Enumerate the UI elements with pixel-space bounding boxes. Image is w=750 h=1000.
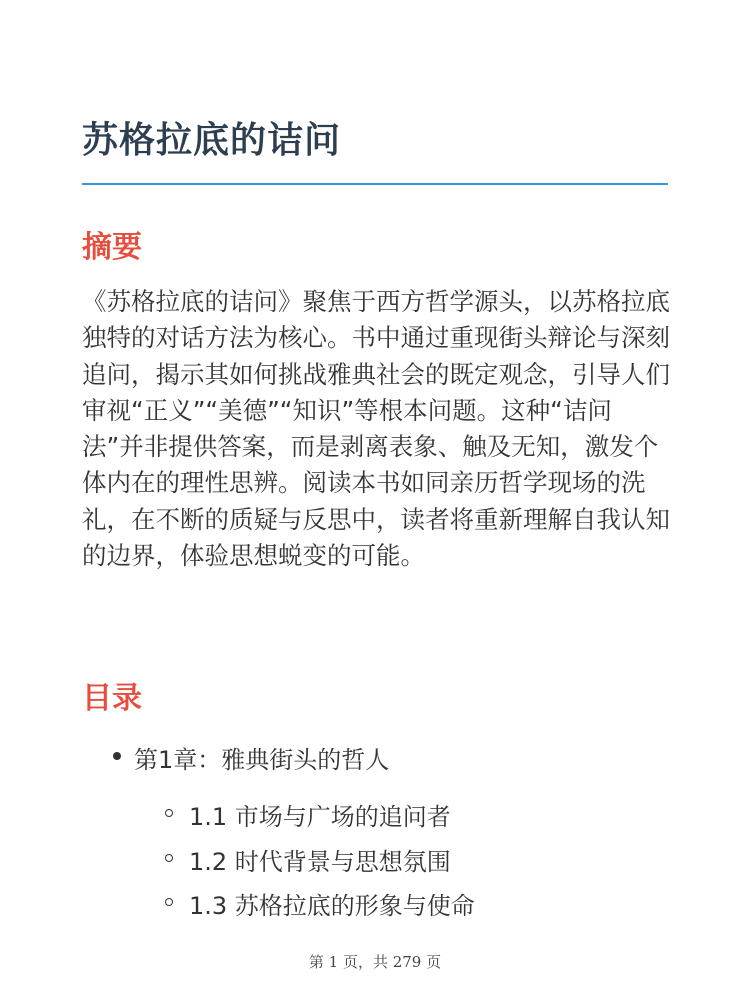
- title-divider: [82, 183, 668, 185]
- toc-section-1-2: 1.2 时代背景与思想氛围: [189, 848, 451, 876]
- page-footer: 第 1 页，共 279 页: [308, 953, 442, 971]
- toc-heading: 目录: [82, 681, 142, 716]
- bullet-disc-icon: [113, 752, 121, 760]
- bullet-circle-icon: [165, 854, 173, 862]
- toc-section-1-1: 1.1 市场与广场的追问者: [189, 803, 451, 831]
- document-title: 苏格拉底的诘问: [82, 120, 342, 161]
- bullet-circle-icon: [165, 809, 173, 817]
- summary-heading: 摘要: [82, 230, 142, 265]
- toc-chapter-1: 第1章：雅典街头的哲人: [134, 746, 390, 774]
- bullet-circle-icon: [165, 898, 173, 906]
- summary-paragraph: 《苏格拉底的诘问》聚焦于西方哲学源头，以苏格拉底独特的对话方法为核心。书中通过重现街头辩论与深刻追问，揭示其如何挑战雅典社会的既定观念，引导人们审视“正义”“美德”“知识”等根本问题。这种“诘问法”并非提供答案，而是剥离表象、触及无知，激发个体内在的理性思辨。阅读本书如同亲历哲学现场的洗礼，在不断的质疑与反思中，读者将重新理解自我认知的边界，体验思想蜕变的可能。: [82, 287, 670, 571]
- toc-section-1-3: 1.3 苏格拉底的形象与使命: [189, 892, 475, 920]
